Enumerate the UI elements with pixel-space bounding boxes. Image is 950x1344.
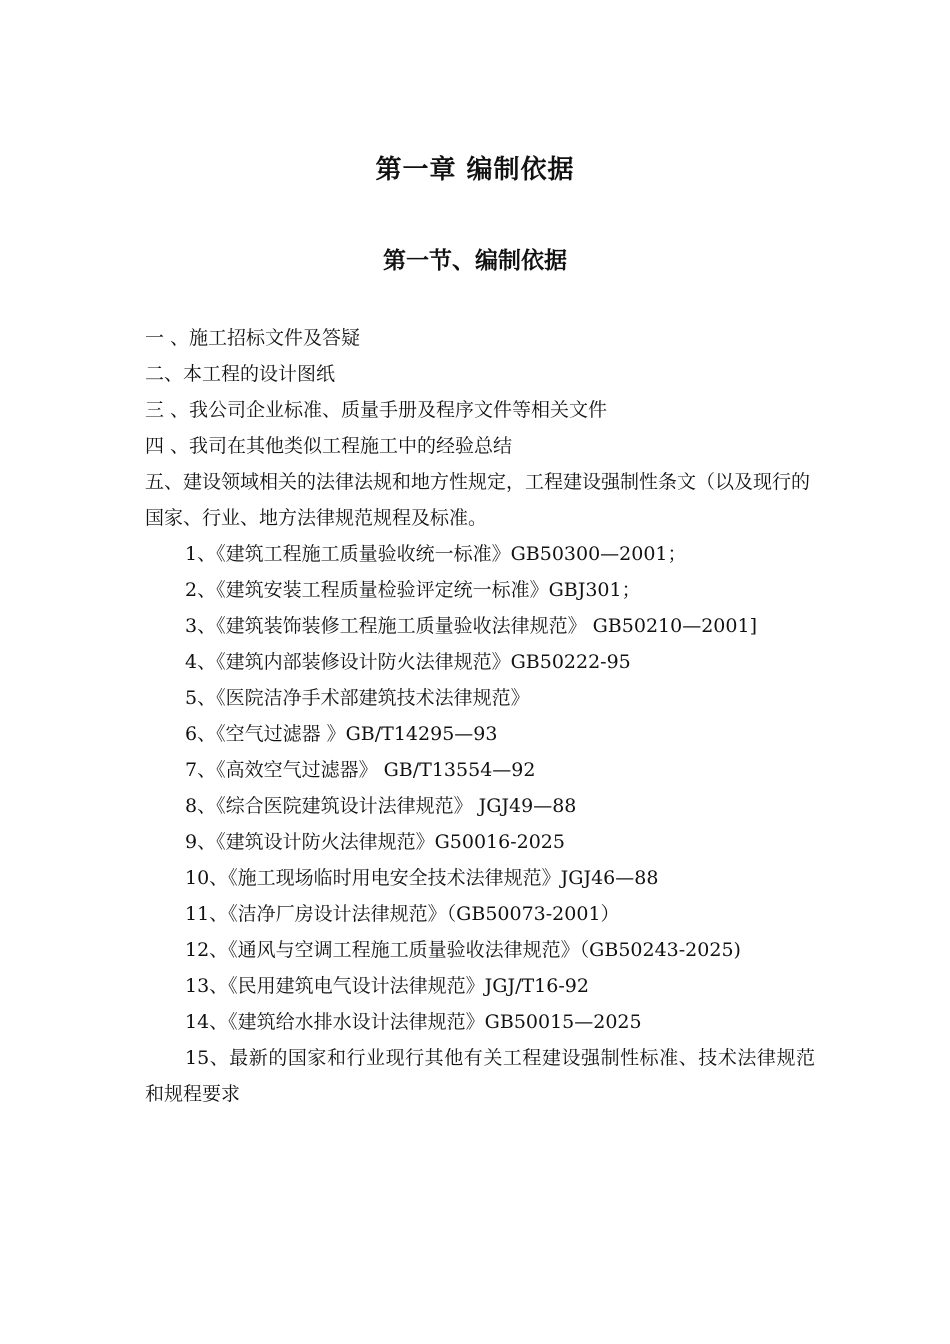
reference-item-8: 8、《综合医院建筑设计法律规范》 JGJ49—88 xyxy=(185,795,577,817)
reference-item-3: 3、《建筑装饰装修工程施工质量验收法律规范》 GB50210—2001] xyxy=(185,615,757,637)
reference-item-12: 12、《通风与空调工程施工质量验收法律规范》（GB50243-2025) xyxy=(185,939,741,961)
basis-item-2: 二、本工程的设计图纸 xyxy=(145,363,336,385)
reference-item-7: 7、《高效空气过滤器》 GB/T13554—92 xyxy=(185,759,536,781)
basis-item-1: 一 、施工招标文件及答疑 xyxy=(145,327,361,349)
basis-item-5: 五、建设领域相关的法律法规和地方性规定，工程建设强制性条文（以及现行的国家、行业、地方法律规范规程及标准。 xyxy=(145,471,811,529)
section-title: 第一节、编制依据 xyxy=(383,248,567,274)
basis-item-4: 四 、我司在其他类似工程施工中的经验总结 xyxy=(145,435,513,457)
reference-item-2: 2、《建筑安装工程质量检验评定统一标准》GBJ301； xyxy=(185,579,641,601)
reference-item-1: 1、《建筑工程施工质量验收统一标准》GB50300—2001； xyxy=(185,543,687,565)
chapter-title: 第一章 编制依据 xyxy=(375,155,575,185)
reference-item-15: 15、最新的国家和行业现行其他有关工程建设强制性标准、技术法律规范和规程要求 xyxy=(145,1047,815,1105)
reference-item-9: 9、《建筑设计防火法律规范》G50016-2025 xyxy=(185,831,565,853)
reference-item-6: 6、《空气过滤器 》GB/T14295—93 xyxy=(185,723,498,745)
document-body xyxy=(145,320,815,1112)
reference-item-5: 5、《医院洁净手术部建筑技术法律规范》 xyxy=(185,687,530,709)
reference-item-11: 11、《洁净厂房设计法律规范》（GB50073-2001） xyxy=(185,903,620,925)
reference-item-10: 10、《施工现场临时用电安全技术法律规范》JGJ46—88 xyxy=(185,867,659,889)
reference-item-4: 4、《建筑内部装修设计防火法律规范》GB50222-95 xyxy=(185,651,631,673)
reference-item-14: 14、《建筑给水排水设计法律规范》GB50015—2025 xyxy=(185,1011,642,1033)
basis-item-3: 三 、我公司企业标准、质量手册及程序文件等相关文件 xyxy=(145,399,608,421)
reference-item-13: 13、《民用建筑电气设计法律规范》JGJ/T16-92 xyxy=(185,975,589,997)
